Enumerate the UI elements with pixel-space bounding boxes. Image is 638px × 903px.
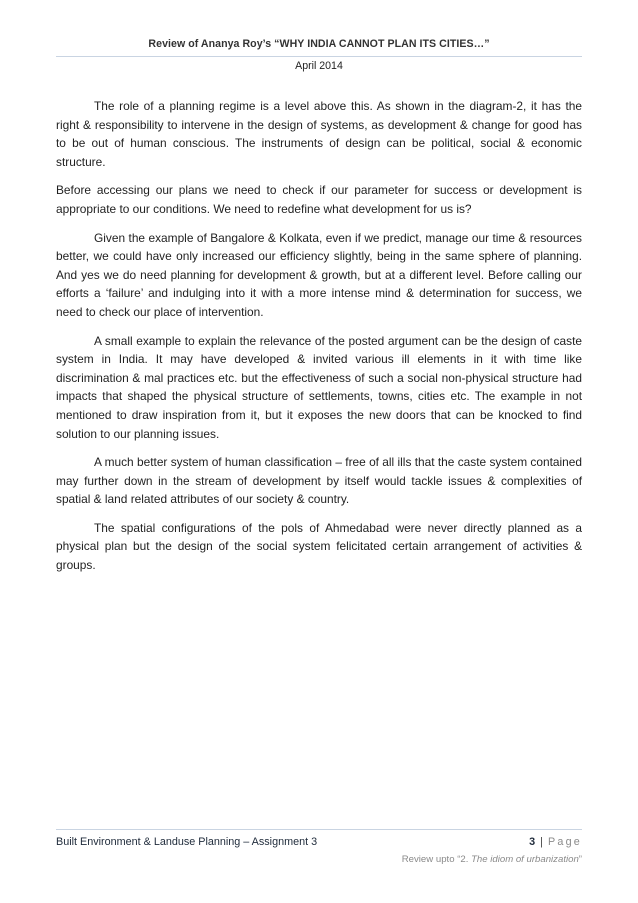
page-footer bbox=[56, 829, 582, 865]
page-header bbox=[56, 38, 582, 72]
body-paragraph: The spatial configurations of the pols of Ahmedabad were never directly planned as a physical plan but the design of the social system felicitated certain arrangement of activities & groups. bbox=[56, 520, 582, 573]
header-divider bbox=[56, 56, 582, 57]
page-word: Page bbox=[547, 836, 582, 848]
document-body bbox=[56, 97, 582, 585]
page-separator: | bbox=[540, 836, 543, 848]
footer-note bbox=[56, 854, 582, 865]
body-paragraph: A much better system of human classification – free of all ills that the caste system contained may further down in the stream of development by itself would tackle issues & complexities of spatial & land related attributes of our society & country. bbox=[56, 455, 582, 507]
body-paragraph: Before accessing our plans we need to check if our parameter for success or development is appropriate to our conditions. We need to redefine what development for us is? bbox=[56, 183, 582, 216]
body-paragraph: Given the example of Bangalore & Kolkata, even if we predict, manage our time & resources better, we could have only increased our efficiency slightly, being in the same sphere of planning. And yes we do need planning for development & growth, but at a different level. Before calling our efforts a ‘failure’ and indulging into it with a more intense mind & determination for success, we need to check our place of intervention. bbox=[56, 230, 582, 319]
header-date: April 2014 bbox=[295, 60, 343, 72]
page-indicator bbox=[529, 836, 582, 848]
header-title: Review of Ananya Roy’s “WHY INDIA CANNOT PLAN ITS CITIES…” bbox=[148, 38, 490, 50]
footer-course-title: Built Environment & Landuse Planning – Assignment 3 bbox=[56, 836, 318, 848]
page-number: 3 bbox=[529, 836, 536, 848]
body-paragraph: A small example to explain the relevance of the posted argument can be the design of caste system in India. It may have developed & invited various ill elements in it with time like discrimination & mal practices etc. but the effectiveness of such a social non-physical structure had impacts that shaped the physical structure of settlements, towns, cities etc. The example in not mentioned to draw inspiration from it, but it exposes the new doors that can be knocked to find solution to our planning issues. bbox=[56, 333, 582, 441]
body-paragraph: The role of a planning regime is a level above this. As shown in the diagram-2, it has the right & responsibility to intervene in the design of systems, as development & change for good has to be out of human conscious. The instruments of design can be political, social & economic structure. bbox=[56, 99, 582, 169]
footer-note-suffix: ” bbox=[578, 854, 582, 865]
footer-note-prefix: Review upto “2. bbox=[401, 854, 469, 865]
footer-divider bbox=[56, 829, 582, 830]
footer-note-italic: The idiom of urbanization bbox=[471, 854, 579, 865]
